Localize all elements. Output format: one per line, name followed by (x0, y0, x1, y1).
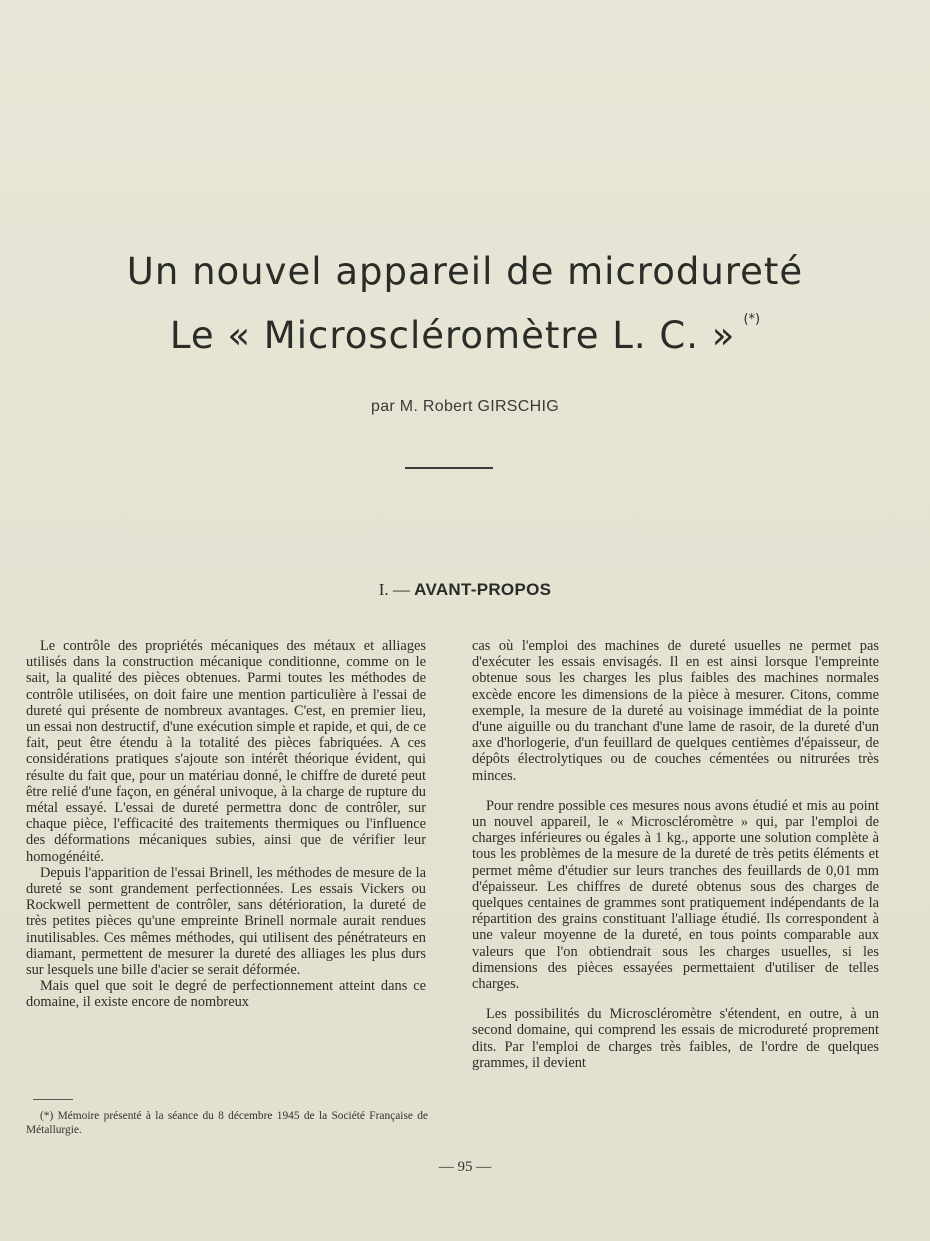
right-column (472, 638, 879, 1071)
title-separator-rule (405, 467, 493, 469)
footnote: (*) Mémoire présenté à la séance du 8 décembre 1945 de la Société Française de Métallurgie. (26, 1110, 428, 1136)
title-line-2-text: Le « Microscléromètre L. C. » (169, 314, 736, 357)
paragraph: cas où l'emploi des machines de dureté usuelles ne permet pas d'exécuter les essais envisagés. Il en est ainsi lorsque l'empreinte obtenue sous les charges les plus faibles des machines normales excède encore les dimensions de la pièce à mesurer. Citons, comme exemple, la mesure de la dureté au voisinage immédiat de la pointe d'une aiguille ou du tranchant d'une lame de rasoir, de la dureté d'un axe d'horlogerie, d'un feuillard de quelques centièmes d'épaisseur, de dépôts électrolytiques ou de couches cémentées ou nitrurées très minces. (472, 638, 879, 784)
title-line-2 (0, 314, 930, 357)
section-title: AVANT-PROPOS (414, 580, 552, 599)
page-number: — 95 — (438, 1159, 492, 1175)
left-column (26, 638, 426, 1011)
section-number: I. — (378, 580, 410, 599)
author-line: par M. Robert GIRSCHIG (371, 398, 559, 415)
title-footnote-mark[interactable]: (*) (743, 312, 761, 327)
paragraph: Les possibilités du Microscléromètre s'étendent, en outre, à un second domaine, qui comprend les essais de microdureté proprement dits. Par l'emploi de charges très faibles, de l'ordre de quelques grammes, il devient (472, 1006, 879, 1071)
paragraph: Pour rendre possible ces mesures nous avons étudié et mis au point un nouvel appareil, le « Microscléromètre » qui, par l'emploi de charges inférieures ou égales à 1 kg., apporte une solution complète à tous les problèmes de la mesure de la dureté de très petits éléments et permet même d'étudier sur leurs tranches des feuillards de 0,01 mm d'épaisseur. Les chiffres de dureté obtenus sous des charges de quelques centaines de grammes sont pratiquement indépendants de la répartition des grains constituant l'alliage étudié. Ils correspondent à une valeur moyenne de la dureté, en tous points comparable aux valeurs que l'on obtiendrait sous les charges usuelles, si les dimensions des pièces essayées permettaient d'utiliser de telles charges. (472, 797, 879, 993)
paragraph: Le contrôle des propriétés mécaniques des métaux et alliages utilisés dans la construction mécanique conditionne, comme on le sait, la qualité des pièces obtenues. Parmi toutes les méthodes de contrôle utilisées, on doit faire une mention particulière à l'essai de dureté qui présente de nombreux avantages. C'est, en premier lieu, un essai non destructif, d'une exécution simple et rapide, et qui, de ce fait, peut être étendu à la totalité des pièces fabriquées. A ces considérations pratiques s'ajoute son intérêt théorique évident, qui résulte du fait que, pour un matériau donné, le chiffre de dureté peut être relié d'une façon, en général univoque, à la charge de rupture du métal essayé. L'essai de dureté permettra donc de contrôler, sur chaque pièce, l'efficacité des traitements thermiques ou l'influence des déformations mécaniques subies, ainsi que de vérifier leur homogénéité. (26, 638, 426, 865)
paragraph: Depuis l'apparition de l'essai Brinell, les méthodes de mesure de la dureté se sont grandement perfectionnées. Les essais Vickers ou Rockwell permettent de contrôler, sans détérioration, la dureté de très petites pièces qu'une empreinte Brinell normale aurait rendues inutilisables. Ces mêmes méthodes, qui utilisent des pénétrateurs en diamant, permettent de mesurer la dureté des alliages les plus durs sur lesquels une bille d'acier se serait déformée. (26, 864, 426, 979)
footnote-rule (33, 1099, 73, 1100)
title-line-1: Un nouvel appareil de microdureté (126, 250, 804, 293)
paragraph: Mais quel que soit le degré de perfectionnement atteint dans ce domaine, il existe encore de nombreux (26, 978, 426, 1011)
section-heading (0, 580, 930, 600)
